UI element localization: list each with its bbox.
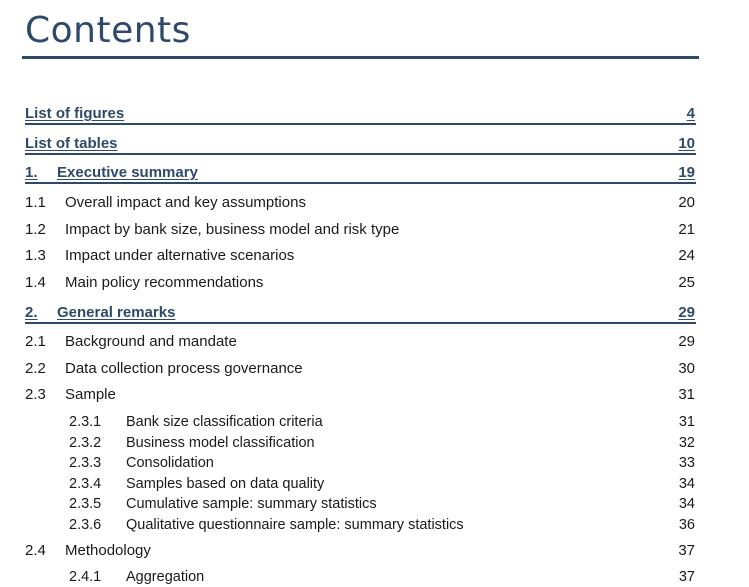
toc-entry-label[interactable]: Business model classification bbox=[126, 435, 315, 451]
toc-entry-label[interactable]: Data collection process governance bbox=[65, 360, 303, 377]
toc-entry-number: 2.3.1 bbox=[69, 414, 102, 430]
toc-entry-number: 2.4 bbox=[25, 542, 46, 559]
toc-heading-underline bbox=[25, 123, 696, 125]
toc-entry-page-number: 20 bbox=[678, 194, 695, 211]
toc-entry-page-number: 33 bbox=[678, 455, 695, 471]
toc-entry-label[interactable]: Cumulative sample: summary statistics bbox=[126, 496, 377, 512]
toc-entry-page-number: 25 bbox=[678, 274, 695, 291]
toc-entry[interactable] bbox=[0, 246, 749, 266]
toc-entry-page-number: 21 bbox=[678, 221, 695, 238]
page-title: Contents bbox=[25, 10, 191, 51]
toc-entry-label[interactable]: Impact by bank size, business model and risk type bbox=[65, 221, 400, 238]
toc-entry[interactable] bbox=[0, 412, 749, 432]
toc-entry-number: 1.3 bbox=[25, 247, 46, 264]
toc-entry-label[interactable]: Methodology bbox=[65, 542, 151, 559]
toc-entry-label[interactable]: Background and mandate bbox=[65, 333, 237, 350]
toc-entry[interactable] bbox=[0, 567, 749, 587]
toc-entry-number: 2.3.4 bbox=[69, 476, 102, 492]
toc-entry-number: 2.4.1 bbox=[69, 569, 102, 585]
toc-entry-label[interactable]: Main policy recommendations bbox=[65, 274, 264, 291]
toc-entry-label[interactable]: Overall impact and key assumptions bbox=[65, 194, 306, 211]
title-divider bbox=[22, 56, 699, 59]
toc-entry-number: 2.3 bbox=[25, 386, 46, 403]
toc-entry-label[interactable]: Samples based on data quality bbox=[126, 476, 325, 492]
toc-entry-page-number: 30 bbox=[678, 360, 695, 377]
toc-entry-number: 2. bbox=[25, 304, 38, 321]
toc-entry-page-number: 19 bbox=[678, 164, 695, 181]
toc-entry-page-number: 37 bbox=[678, 542, 695, 559]
toc-entry-page-number: 32 bbox=[678, 435, 695, 451]
toc-entry[interactable] bbox=[0, 273, 749, 293]
toc-entry-label[interactable]: Consolidation bbox=[126, 455, 214, 471]
toc-heading-entry[interactable] bbox=[0, 303, 749, 323]
toc-entry[interactable] bbox=[0, 453, 749, 473]
toc-entry-number: 2.3.3 bbox=[69, 455, 102, 471]
toc-entry-page-number: 34 bbox=[678, 496, 695, 512]
toc-entry-page-number: 29 bbox=[678, 333, 695, 350]
toc-entry-label[interactable]: Bank size classification criteria bbox=[126, 414, 323, 430]
toc-heading-entry[interactable] bbox=[0, 134, 749, 154]
toc-entry-number: 1.1 bbox=[25, 194, 46, 211]
toc-heading-underline bbox=[25, 182, 696, 184]
toc-entry-number: 1.4 bbox=[25, 274, 46, 291]
toc-entry-number: 1.2 bbox=[25, 221, 46, 238]
toc-entry-number: 1. bbox=[25, 164, 38, 181]
toc-entry[interactable] bbox=[0, 494, 749, 514]
toc-entry-label[interactable]: Qualitative questionnaire sample: summary statistics bbox=[126, 517, 464, 533]
toc-entry-number: 2.2 bbox=[25, 360, 46, 377]
toc-entry-number: 2.3.2 bbox=[69, 435, 102, 451]
toc-entry[interactable] bbox=[0, 193, 749, 213]
toc-entry-number: 2.3.5 bbox=[69, 496, 102, 512]
toc-entry[interactable] bbox=[0, 433, 749, 453]
toc-heading-entry[interactable] bbox=[0, 163, 749, 183]
toc-entry[interactable] bbox=[0, 541, 749, 561]
toc-entry-number: 2.3.6 bbox=[69, 517, 102, 533]
toc-entry-label[interactable]: List of tables bbox=[25, 135, 118, 152]
toc-entry[interactable] bbox=[0, 515, 749, 535]
toc-heading-entry[interactable] bbox=[0, 104, 749, 124]
toc-heading-underline bbox=[25, 322, 696, 324]
toc-entry-number: 2.1 bbox=[25, 333, 46, 350]
toc-entry-page-number: 37 bbox=[678, 569, 695, 585]
toc-entry-label[interactable]: Impact under alternative scenarios bbox=[65, 247, 295, 264]
toc-entry[interactable] bbox=[0, 474, 749, 494]
toc-entry-label[interactable]: Aggregation bbox=[126, 569, 205, 585]
toc-entry-page-number: 34 bbox=[678, 476, 695, 492]
toc-entry-label[interactable]: General remarks bbox=[57, 304, 176, 321]
toc-entry[interactable] bbox=[0, 385, 749, 405]
toc-entry-page-number: 10 bbox=[678, 135, 695, 152]
toc-entry-page-number: 4 bbox=[686, 105, 695, 122]
toc-entry-page-number: 31 bbox=[678, 414, 695, 430]
toc-entry[interactable] bbox=[0, 359, 749, 379]
toc-entry-page-number: 29 bbox=[678, 304, 695, 321]
toc-entry-page-number: 24 bbox=[678, 247, 695, 264]
toc-entry[interactable] bbox=[0, 220, 749, 240]
toc-entry-label[interactable]: List of figures bbox=[25, 105, 125, 122]
toc-heading-underline bbox=[25, 153, 696, 155]
toc-entry-page-number: 31 bbox=[678, 386, 695, 403]
toc-entry-label[interactable]: Executive summary bbox=[57, 164, 198, 181]
toc-entry[interactable] bbox=[0, 332, 749, 352]
toc-entry-label[interactable]: Sample bbox=[65, 386, 116, 403]
toc-entry-page-number: 36 bbox=[678, 517, 695, 533]
